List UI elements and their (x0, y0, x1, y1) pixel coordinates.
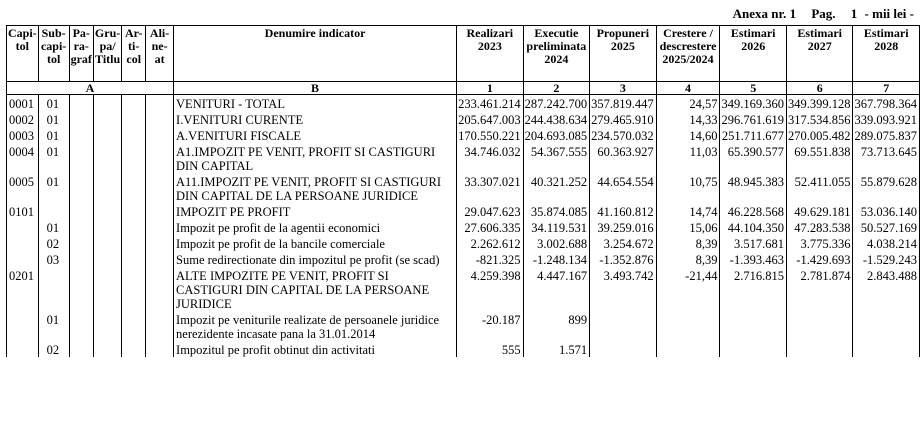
cell-alineat (146, 267, 174, 311)
cell-2028: 289.075.837 (853, 127, 920, 143)
letter-4: 4 (656, 82, 720, 95)
table-row (7, 173, 920, 203)
column-header-e2026: Estimari 2026 (720, 26, 787, 82)
cell-2024: 204.693.085 (523, 127, 590, 143)
letter-5: 5 (720, 82, 787, 95)
cell-crestere: 8,39 (656, 235, 720, 251)
cell-subcapitol: 02 (38, 341, 69, 357)
letter-a: A (7, 82, 174, 95)
budget-table (6, 25, 920, 357)
cell-2028 (853, 341, 920, 357)
cell-crestere: 8,39 (656, 251, 720, 267)
cell-capitol: 0201 (7, 267, 39, 311)
cell-2026: 3.517.681 (720, 235, 787, 251)
cell-2024: 899 (523, 311, 590, 341)
cell-2023: 205.647.003 (457, 111, 524, 127)
cell-2024: -1.248.134 (523, 251, 590, 267)
cell-capitol: 0001 (7, 95, 39, 112)
cell-2026: 65.390.577 (720, 143, 787, 173)
cell-capitol: 0002 (7, 111, 39, 127)
cell-2025: 41.160.812 (590, 203, 657, 219)
cell-alineat (146, 95, 174, 112)
cell-2023: 555 (457, 341, 524, 357)
cell-grupa (93, 341, 121, 357)
cell-paragraf (69, 311, 93, 341)
column-header-articol: Ar- ti- col (122, 26, 146, 82)
cell-crestere: 24,57 (656, 95, 720, 112)
cell-2027 (786, 311, 853, 341)
cell-2023: 33.307.021 (457, 173, 524, 203)
cell-crestere: -21,44 (656, 267, 720, 311)
cell-articol (122, 267, 146, 311)
cell-2027: 49.629.181 (786, 203, 853, 219)
letter-6: 6 (786, 82, 853, 95)
cell-2028: 4.038.214 (853, 235, 920, 251)
cell-2027: 69.551.838 (786, 143, 853, 173)
cell-grupa (93, 203, 121, 219)
cell-articol (122, 173, 146, 203)
cell-2028: -1.529.243 (853, 251, 920, 267)
cell-paragraf (69, 127, 93, 143)
cell-2025: 357.819.447 (590, 95, 657, 112)
cell-2027 (786, 341, 853, 357)
cell-subcapitol: 01 (38, 143, 69, 173)
cell-denumire: VENITURI - TOTAL (174, 95, 457, 112)
cell-alineat (146, 203, 174, 219)
cell-grupa (93, 267, 121, 311)
cell-crestere: 15,06 (656, 219, 720, 235)
cell-2023: 2.262.612 (457, 235, 524, 251)
cell-2023: 29.047.623 (457, 203, 524, 219)
cell-2027: 270.005.482 (786, 127, 853, 143)
cell-2023: 34.746.032 (457, 143, 524, 173)
column-header-e2024: Executie preliminata 2024 (523, 26, 590, 82)
cell-articol (122, 127, 146, 143)
cell-2024: 3.002.688 (523, 235, 590, 251)
letter-1: 1 (457, 82, 524, 95)
cell-alineat (146, 251, 174, 267)
cell-subcapitol: 02 (38, 235, 69, 251)
cell-2026: 2.716.815 (720, 267, 787, 311)
table-row (7, 267, 920, 311)
table-row (7, 203, 920, 219)
cell-2023: 233.461.214 (457, 95, 524, 112)
cell-2025: 39.259.016 (590, 219, 657, 235)
cell-grupa (93, 95, 121, 112)
cell-grupa (93, 251, 121, 267)
cell-2028: 53.036.140 (853, 203, 920, 219)
cell-crestere: 14,33 (656, 111, 720, 127)
cell-2028: 2.843.488 (853, 267, 920, 311)
page-label: Pag. (811, 6, 836, 21)
cell-2024: 4.447.167 (523, 267, 590, 311)
cell-2027: 47.283.538 (786, 219, 853, 235)
cell-2027: 52.411.055 (786, 173, 853, 203)
cell-paragraf (69, 251, 93, 267)
cell-capitol (7, 235, 39, 251)
cell-articol (122, 235, 146, 251)
cell-2025: 234.570.032 (590, 127, 657, 143)
cell-2026: 44.104.350 (720, 219, 787, 235)
cell-grupa (93, 235, 121, 251)
cell-2027: -1.429.693 (786, 251, 853, 267)
cell-crestere: 10,75 (656, 173, 720, 203)
cell-2026: 296.761.619 (720, 111, 787, 127)
cell-2028: 339.093.921 (853, 111, 920, 127)
cell-articol (122, 95, 146, 112)
cell-2024: 54.367.555 (523, 143, 590, 173)
cell-2027: 317.534.856 (786, 111, 853, 127)
unit-label: - mii lei - (864, 6, 914, 21)
cell-paragraf (69, 203, 93, 219)
cell-articol (122, 203, 146, 219)
cell-alineat (146, 173, 174, 203)
cell-capitol (7, 311, 39, 341)
column-header-p2025: Propuneri 2025 (590, 26, 657, 82)
cell-denumire: Impozit pe profit de la agentii economici (174, 219, 457, 235)
cell-crestere (656, 311, 720, 341)
cell-subcapitol (38, 267, 69, 311)
letter-3: 3 (590, 82, 657, 95)
table-row (7, 127, 920, 143)
cell-grupa (93, 311, 121, 341)
cell-crestere (656, 341, 720, 357)
cell-2026: 46.228.568 (720, 203, 787, 219)
column-header-cresc: Crestere / descrestere 2025/2024 (656, 26, 720, 82)
budget-table-wrapper (6, 25, 920, 357)
cell-subcapitol (38, 203, 69, 219)
cell-subcapitol: 03 (38, 251, 69, 267)
cell-denumire: ALTE IMPOZITE PE VENIT, PROFIT SI CASTIGURI DIN CAPITAL DE LA PERSOANE JURIDICE (174, 267, 457, 311)
cell-2026: -1.393.463 (720, 251, 787, 267)
cell-subcapitol: 01 (38, 311, 69, 341)
cell-paragraf (69, 341, 93, 357)
cell-capitol (7, 341, 39, 357)
cell-2028: 50.527.169 (853, 219, 920, 235)
annex-label: Anexa nr. 1 (732, 6, 797, 21)
cell-capitol: 0101 (7, 203, 39, 219)
cell-denumire: IMPOZIT PE PROFIT (174, 203, 457, 219)
cell-paragraf (69, 143, 93, 173)
cell-2025: 60.363.927 (590, 143, 657, 173)
cell-paragraf (69, 219, 93, 235)
cell-2025 (590, 341, 657, 357)
table-row (7, 251, 920, 267)
cell-grupa (93, 127, 121, 143)
column-header-subcapitol: Sub- capi- tol (38, 26, 69, 82)
cell-grupa (93, 173, 121, 203)
cell-paragraf (69, 111, 93, 127)
cell-articol (122, 219, 146, 235)
cell-2024: 287.242.700 (523, 95, 590, 112)
column-header-grupa: Gru- pa/ Titlu (93, 26, 121, 82)
cell-subcapitol: 01 (38, 173, 69, 203)
cell-subcapitol: 01 (38, 219, 69, 235)
cell-2028: 367.798.364 (853, 95, 920, 112)
column-header-r2023: Realizari 2023 (457, 26, 524, 82)
letter-2: 2 (523, 82, 590, 95)
column-header-alineat: Ali- ne- at (146, 26, 174, 82)
cell-capitol: 0004 (7, 143, 39, 173)
cell-alineat (146, 127, 174, 143)
cell-grupa (93, 143, 121, 173)
cell-crestere: 14,74 (656, 203, 720, 219)
cell-capitol: 0005 (7, 173, 39, 203)
cell-2028: 73.713.645 (853, 143, 920, 173)
cell-2025: -1.352.876 (590, 251, 657, 267)
table-row (7, 341, 920, 357)
cell-2023: 170.550.221 (457, 127, 524, 143)
cell-2025: 279.465.910 (590, 111, 657, 127)
cell-alineat (146, 341, 174, 357)
cell-crestere: 14,60 (656, 127, 720, 143)
cell-2025 (590, 311, 657, 341)
cell-2026: 48.945.383 (720, 173, 787, 203)
cell-2026 (720, 311, 787, 341)
cell-2026: 349.169.360 (720, 95, 787, 112)
cell-denumire: Impozitul pe profit obtinut din activitati (174, 341, 457, 357)
cell-crestere: 11,03 (656, 143, 720, 173)
table-row (7, 143, 920, 173)
cell-subcapitol: 01 (38, 95, 69, 112)
cell-2026 (720, 341, 787, 357)
cell-denumire: I.VENITURI CURENTE (174, 111, 457, 127)
table-row (7, 95, 920, 112)
table-row (7, 111, 920, 127)
cell-2023: -20.187 (457, 311, 524, 341)
cell-alineat (146, 311, 174, 341)
cell-2028: 55.879.628 (853, 173, 920, 203)
cell-2025: 3.493.742 (590, 267, 657, 311)
cell-grupa (93, 219, 121, 235)
column-header-e2027: Estimari 2027 (786, 26, 853, 82)
cell-2023: 4.259.398 (457, 267, 524, 311)
table-body (7, 95, 920, 358)
cell-2024: 40.321.252 (523, 173, 590, 203)
cell-paragraf (69, 173, 93, 203)
letter-7: 7 (853, 82, 920, 95)
table-row (7, 219, 920, 235)
cell-articol (122, 111, 146, 127)
cell-2027: 349.399.128 (786, 95, 853, 112)
column-header-capitol: Capi- tol (7, 26, 39, 82)
cell-articol (122, 143, 146, 173)
letter-row (7, 82, 920, 95)
cell-capitol (7, 251, 39, 267)
cell-denumire: A1.IMPOZIT PE VENIT, PROFIT SI CASTIGURI DIN CAPITAL (174, 143, 457, 173)
table-row (7, 235, 920, 251)
cell-paragraf (69, 267, 93, 311)
cell-denumire: A.VENITURI FISCALE (174, 127, 457, 143)
cell-2025: 3.254.672 (590, 235, 657, 251)
cell-capitol: 0003 (7, 127, 39, 143)
cell-2023: -821.325 (457, 251, 524, 267)
letter-b: B (174, 82, 457, 95)
cell-denumire: Sume redirectionate din impozitul pe profit (se scad) (174, 251, 457, 267)
annex-header (721, 6, 914, 22)
cell-grupa (93, 111, 121, 127)
cell-2023: 27.606.335 (457, 219, 524, 235)
cell-denumire: A11.IMPOZIT PE VENIT, PROFIT SI CASTIGURI DIN CAPITAL DE LA PERSOANE JURIDICE (174, 173, 457, 203)
cell-denumire: Impozit pe profit de la bancile comerciale (174, 235, 457, 251)
cell-articol (122, 341, 146, 357)
cell-2024: 34.119.531 (523, 219, 590, 235)
column-header-denumire: Denumire indicator (174, 26, 457, 82)
cell-alineat (146, 235, 174, 251)
page-number: 1 (850, 6, 858, 21)
cell-articol (122, 311, 146, 341)
cell-articol (122, 251, 146, 267)
column-header-e2028: Estimari 2028 (853, 26, 920, 82)
cell-alineat (146, 111, 174, 127)
cell-2027: 3.775.336 (786, 235, 853, 251)
cell-alineat (146, 219, 174, 235)
cell-2028 (853, 311, 920, 341)
cell-2024: 244.438.634 (523, 111, 590, 127)
cell-denumire: Impozit pe veniturile realizate de persoanele juridice nerezidente incasate pana la 31.01.2014 (174, 311, 457, 341)
cell-subcapitol: 01 (38, 111, 69, 127)
column-header-row (7, 26, 920, 82)
cell-2026: 251.711.677 (720, 127, 787, 143)
cell-2027: 2.781.874 (786, 267, 853, 311)
column-header-paragraf: Pa- ra- graf (69, 26, 93, 82)
cell-2025: 44.654.554 (590, 173, 657, 203)
cell-alineat (146, 143, 174, 173)
cell-2024: 35.874.085 (523, 203, 590, 219)
cell-capitol (7, 219, 39, 235)
cell-paragraf (69, 95, 93, 112)
table-row (7, 311, 920, 341)
cell-subcapitol: 01 (38, 127, 69, 143)
cell-2024: 1.571 (523, 341, 590, 357)
cell-paragraf (69, 235, 93, 251)
